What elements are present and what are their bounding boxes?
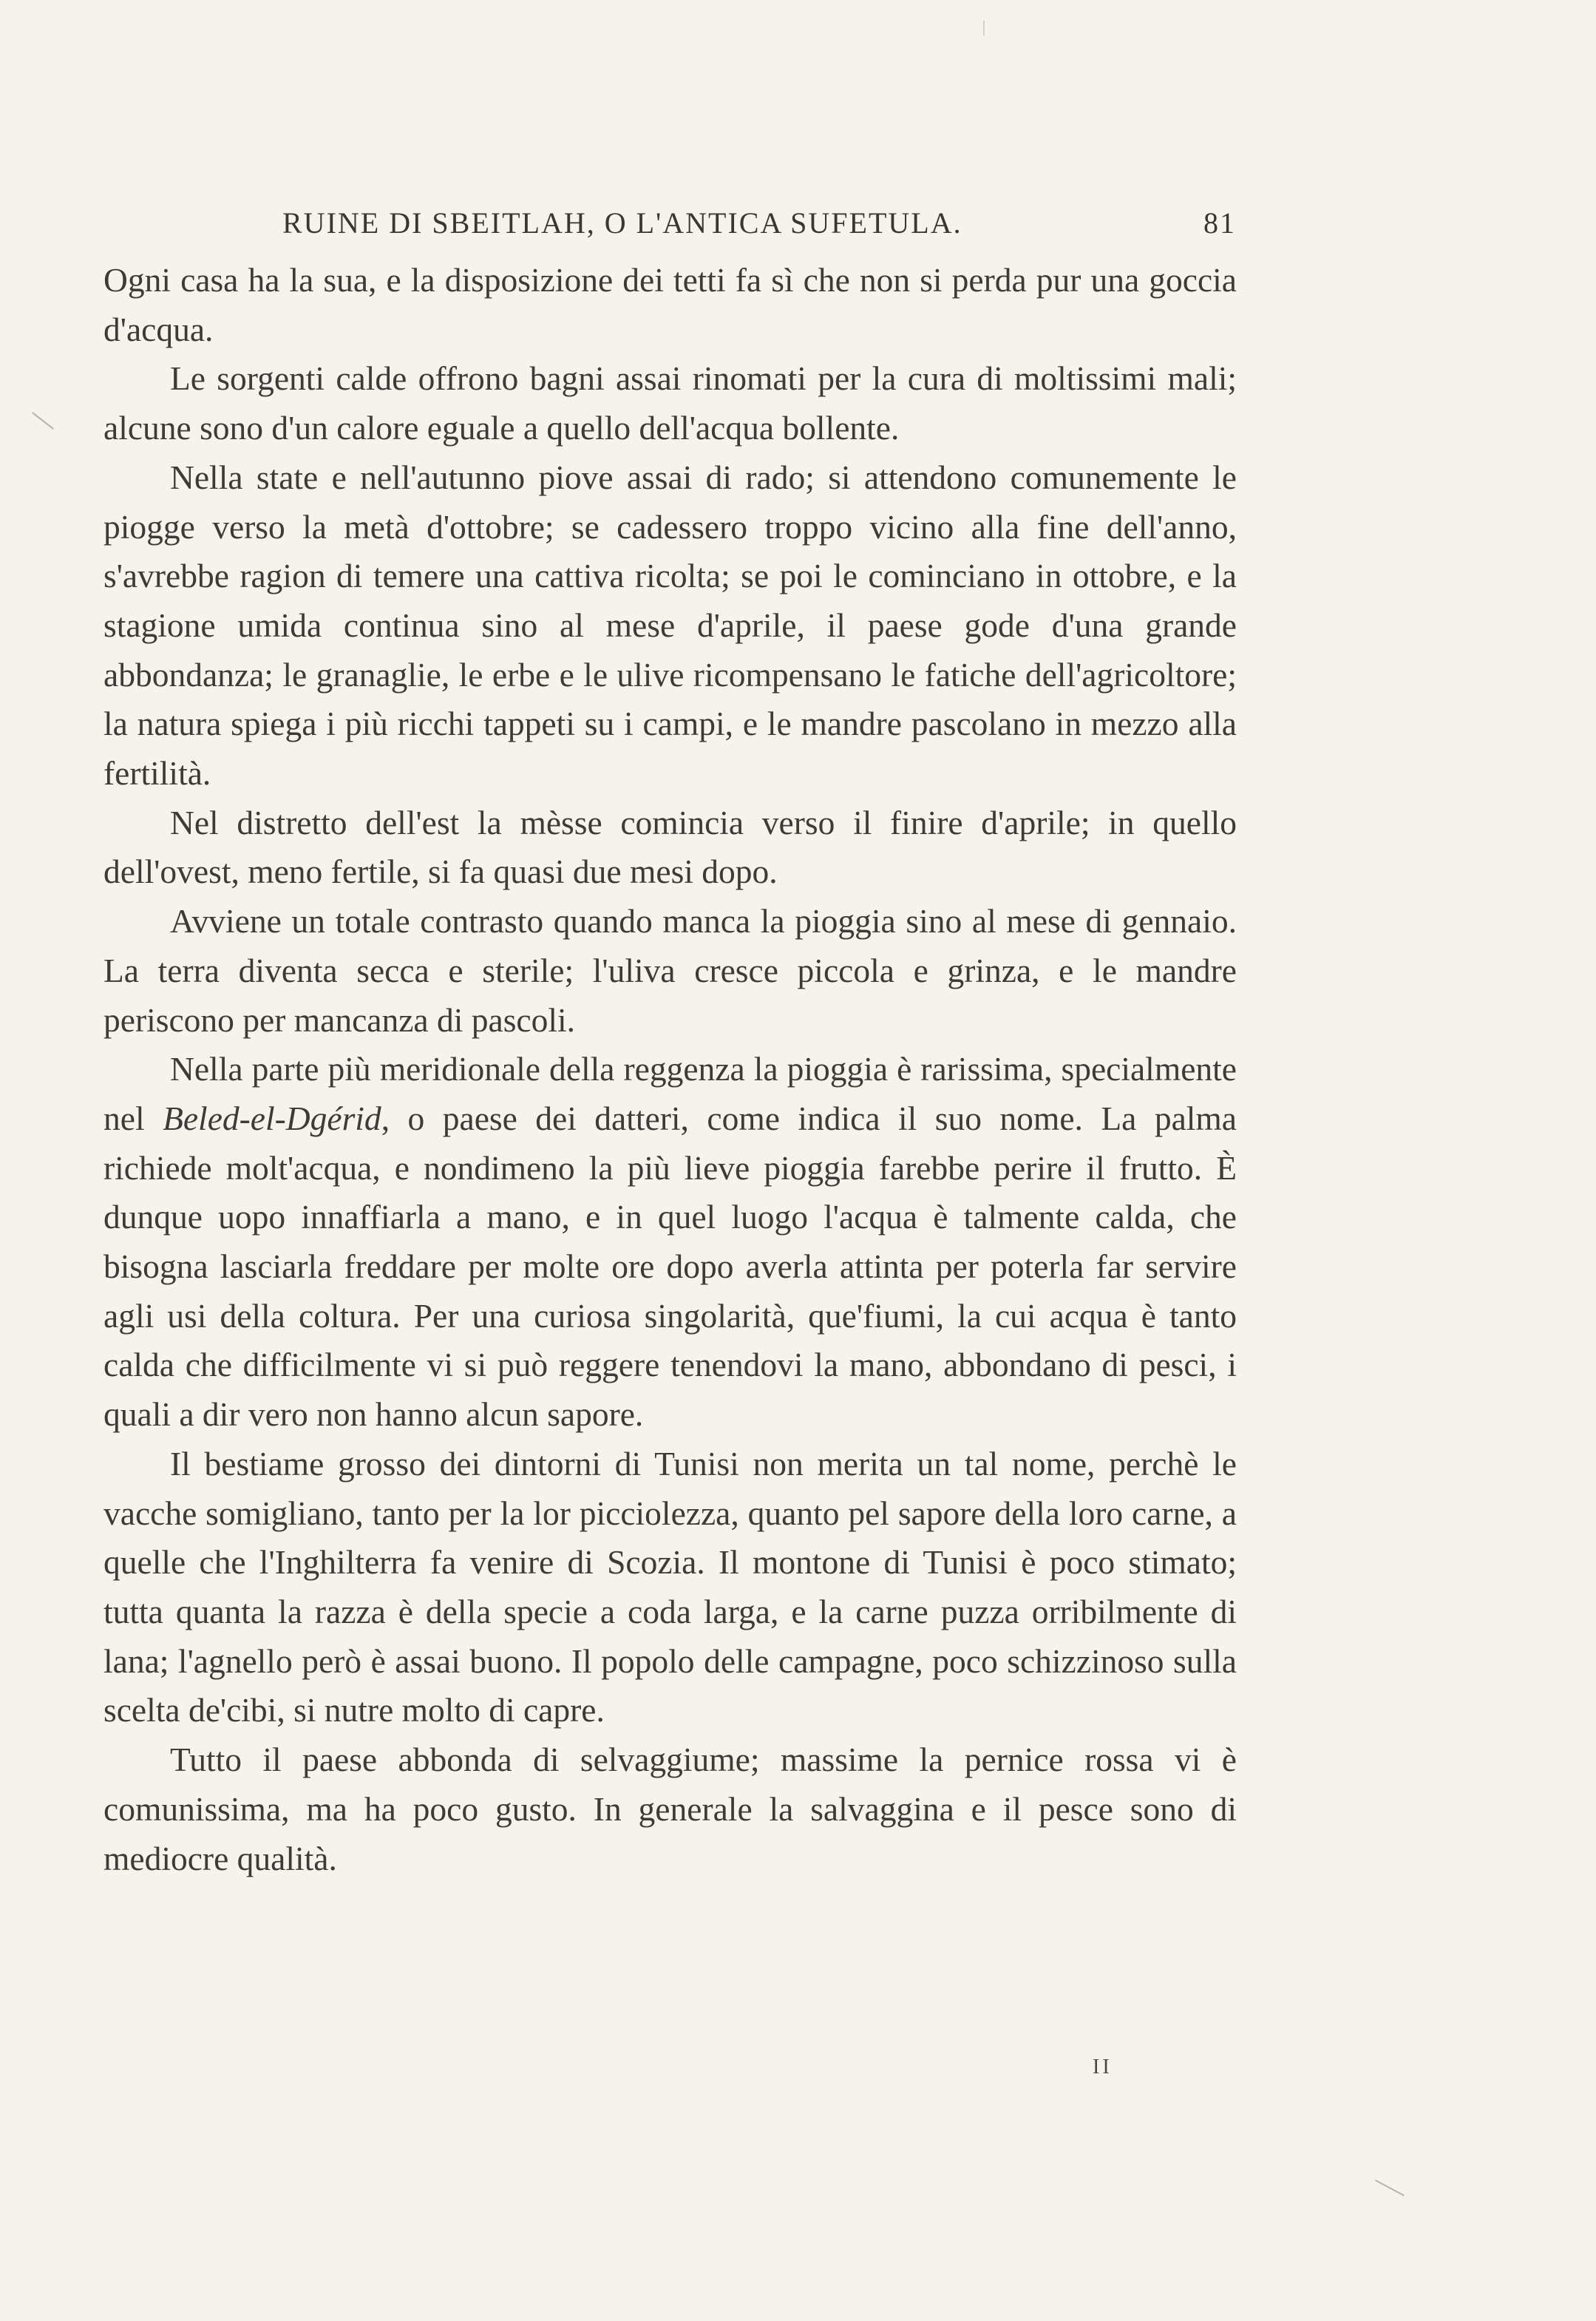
paragraph-harvest: Nel distretto dell'est la mèsse comincia verso il finire d'aprile; in quello dell'ovest, meno fertile, si fa quasi due mesi dopo. [103, 803, 1237, 891]
margin-mark-left [32, 412, 54, 430]
beled-text-before: Nella parte più meridionale della reggenza la pioggia è rarissima, specialmente nel [103, 1050, 1237, 1137]
place-name-beled-el-dgerid: Beled-el-Dgérid [163, 1099, 381, 1137]
margin-mark-top [983, 21, 986, 35]
paragraph-houses: Ogni casa ha la sua, e la disposizione dei tetti fa sì che non si perda pur una goccia d'acqua. [103, 261, 1237, 348]
paragraph-beled-el-dgerid [103, 1045, 1237, 1440]
page-number: 81 [1203, 206, 1236, 240]
paragraph-rain-seasons: Nella state e nell'autunno piove assai di rado; si attendono comunemente le piogge verso la metà d'ottobre; se cadessero troppo vicino alla fine dell'anno, s'avrebbe ragion di temere una cattiva ricolta; se poi le cominciano in ottobre, e la stagione umida continua sino al mese d'aprile, il paese gode d'una grande abbondanza; le granaglie, le erbe e le ulive ricompensano le fatiche dell'agricoltore; la natura spiega i più ricchi tappeti su i campi, e le mandre pascolano in mezzo alla fertilità. [103, 458, 1237, 793]
signature-mark: II [1093, 2056, 1113, 2078]
body-text [103, 256, 1237, 1883]
running-head [282, 206, 1236, 243]
margin-mark-bottom-right [1375, 2180, 1405, 2196]
paragraph-livestock: Il bestiame grosso dei dintorni di Tunisi non merita un tal nome, perchè le vacche somigliano, tanto per la lor picciolezza, quanto pel sapore della loro carne, a quelle che l'Inghilterra fa venire di Scozia. Il montone di Tunisi è poco stimato; tutta quanta la razza è della specie a coda larga, e la carne puzza orribilmente di lana; l'agnello però è assai buono. Il popolo delle campagne, poco schizzinoso sulla scelta de'cibi, si nutre molto di capre. [103, 1444, 1237, 1729]
paragraph-game: Tutto il paese abbonda di selvaggiume; massime la pernice rossa vi è comunissima, ma ha poco gusto. In generale la salvaggina e il pesce sono di mediocre qualità. [103, 1741, 1237, 1877]
paragraph-hot-springs: Le sorgenti calde offrono bagni assai rinomati per la cura di moltissimi mali; alcune sono d'un calore eguale a quello dell'acqua bollente. [103, 359, 1237, 447]
paragraph-drought: Avviene un totale contrasto quando manca la pioggia sino al mese di gennaio. La terra diventa secca e sterile; l'uliva cresce piccola e grinza, e le mandre periscono per mancanza di pascoli. [103, 902, 1237, 1039]
beled-text-after: , o paese dei datteri, come indica il suo nome. La palma richiede molt'acqua, e nondimeno la più lieve pioggia farebbe perire il frutto. È dunque uopo innaffiarla a mano, e in quel luogo l'acqua è talmente calda, che bisogna lasciarla freddare per molte ore dopo averla attinta per poterla far servire agli usi della coltura. Per una curiosa singolarità, que'fiumi, la cui acqua è tanto calda che difficilmente vi si può reggere tenendovi la mano, abbondano di pesci, i quali a dir vero non hanno alcun sapore. [103, 1099, 1237, 1434]
running-title: RUINE DI SBEITLAH, O L'ANTICA SUFETULA. [282, 206, 962, 240]
